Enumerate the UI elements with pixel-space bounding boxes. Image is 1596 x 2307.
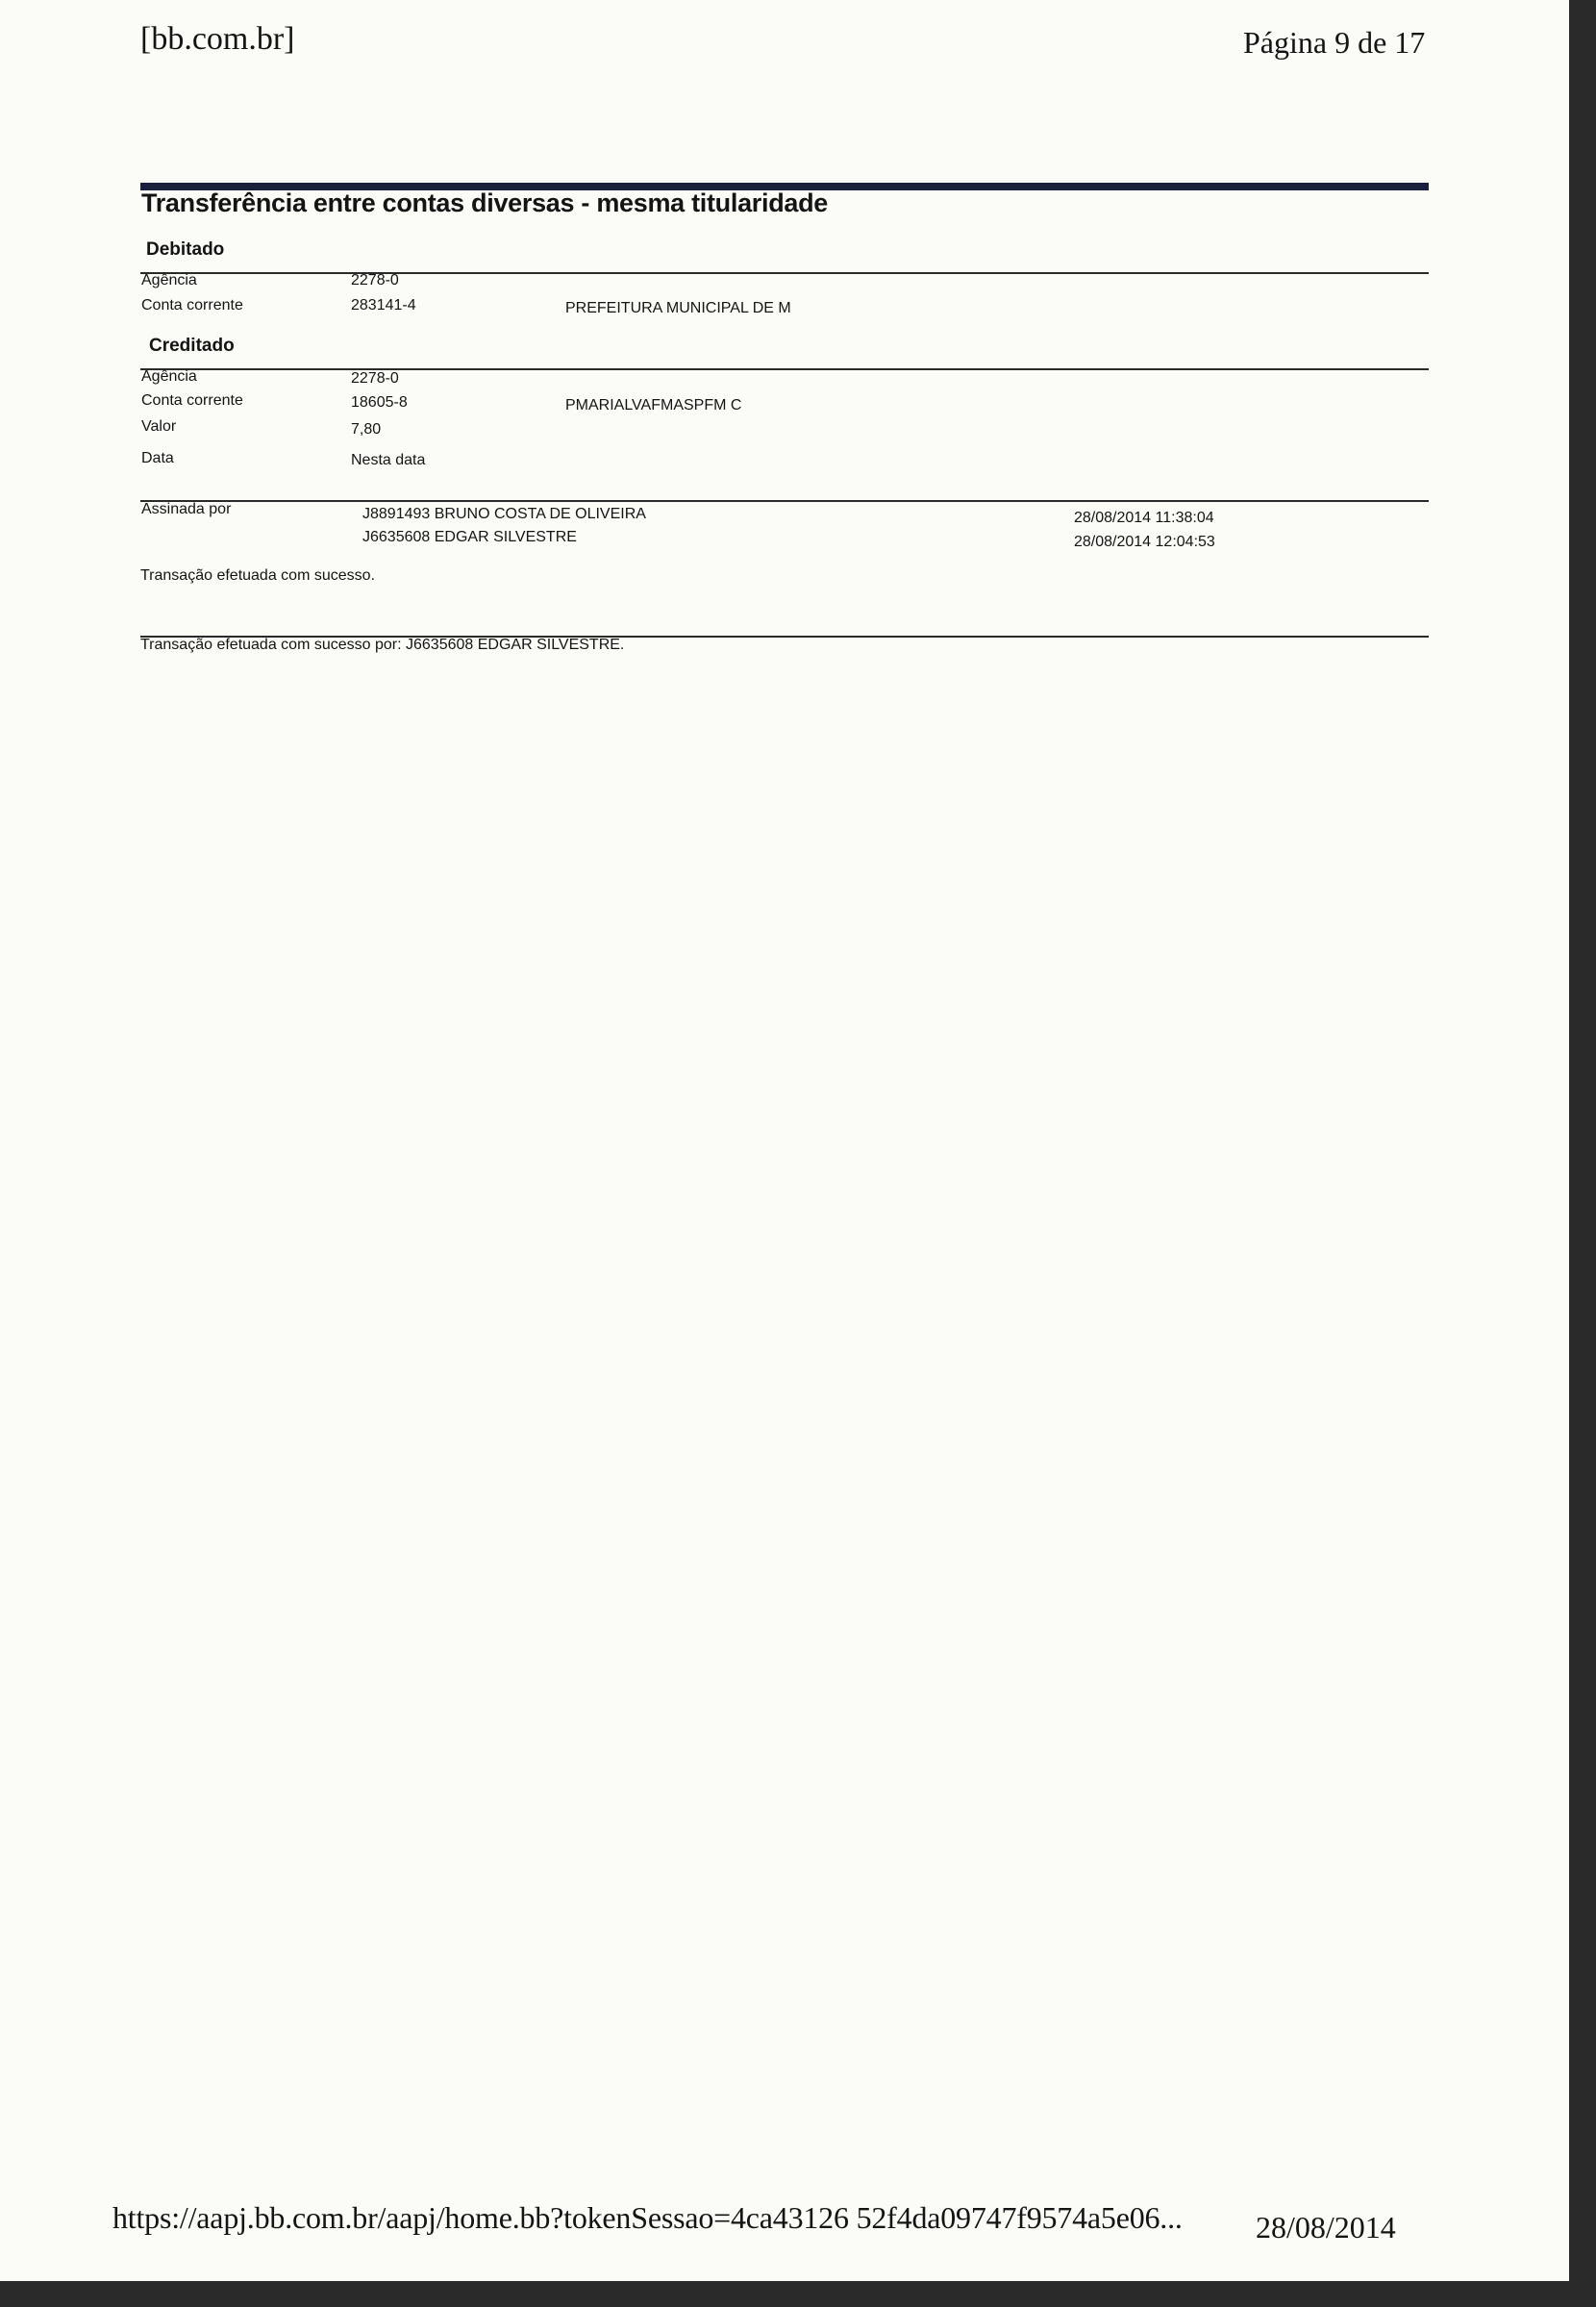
debitado-agencia-label: Agência <box>141 272 197 288</box>
creditado-valor-label: Valor <box>141 418 177 435</box>
header-site: [bb.com.br] <box>140 21 295 57</box>
status-by-message: Transação efetuada com sucesso por: J6635608 EDGAR SILVESTRE. <box>140 637 625 653</box>
creditado-titular: PMARIALVAFMASPFM C <box>565 397 742 414</box>
footer-date: 28/08/2014 <box>1256 2210 1396 2244</box>
creditado-conta-value: 18605-8 <box>351 394 408 411</box>
creditado-agencia-label: Agência <box>141 368 197 385</box>
debitado-heading: Debitado <box>146 239 225 260</box>
creditado-heading: Creditado <box>149 336 235 356</box>
signer-timestamp: 28/08/2014 11:38:04 <box>1074 510 1214 526</box>
creditado-divider <box>140 368 1429 370</box>
assinatura-divider <box>140 500 1429 502</box>
creditado-conta-label: Conta corrente <box>141 392 243 409</box>
creditado-agencia-value: 2278-0 <box>351 370 399 387</box>
debitado-agencia-value: 2278-0 <box>351 272 399 288</box>
signer-name: J6635608 EDGAR SILVESTRE <box>362 529 577 545</box>
creditado-valor-value: 7,80 <box>351 421 382 438</box>
debitado-divider <box>140 272 1429 274</box>
footer-url: https://aapj.bb.com.br/aapj/home.bb?tokenSessao=4ca43126 52f4da09747f9574a5e06... <box>112 2200 1183 2235</box>
debitado-titular: PREFEITURA MUNICIPAL DE M <box>565 300 791 316</box>
debitado-conta-label: Conta corrente <box>141 297 243 313</box>
debitado-conta-value: 283141-4 <box>351 297 416 313</box>
scan-edge-bottom <box>0 2281 1596 2307</box>
signer-timestamp: 28/08/2014 12:04:53 <box>1074 534 1215 550</box>
scan-edge-right <box>1569 0 1596 2307</box>
creditado-data-value: Nesta data <box>351 452 426 468</box>
header-page-indicator: Página 9 de 17 <box>1243 25 1426 60</box>
signer-name: J8891493 BRUNO COSTA DE OLIVEIRA <box>362 506 646 522</box>
document-title: Transferência entre contas diversas - mesma titularidade <box>141 188 829 217</box>
assinada-por-label: Assinada por <box>141 501 232 517</box>
status-message: Transação efetuada com sucesso. <box>140 567 375 584</box>
creditado-data-label: Data <box>141 450 174 466</box>
